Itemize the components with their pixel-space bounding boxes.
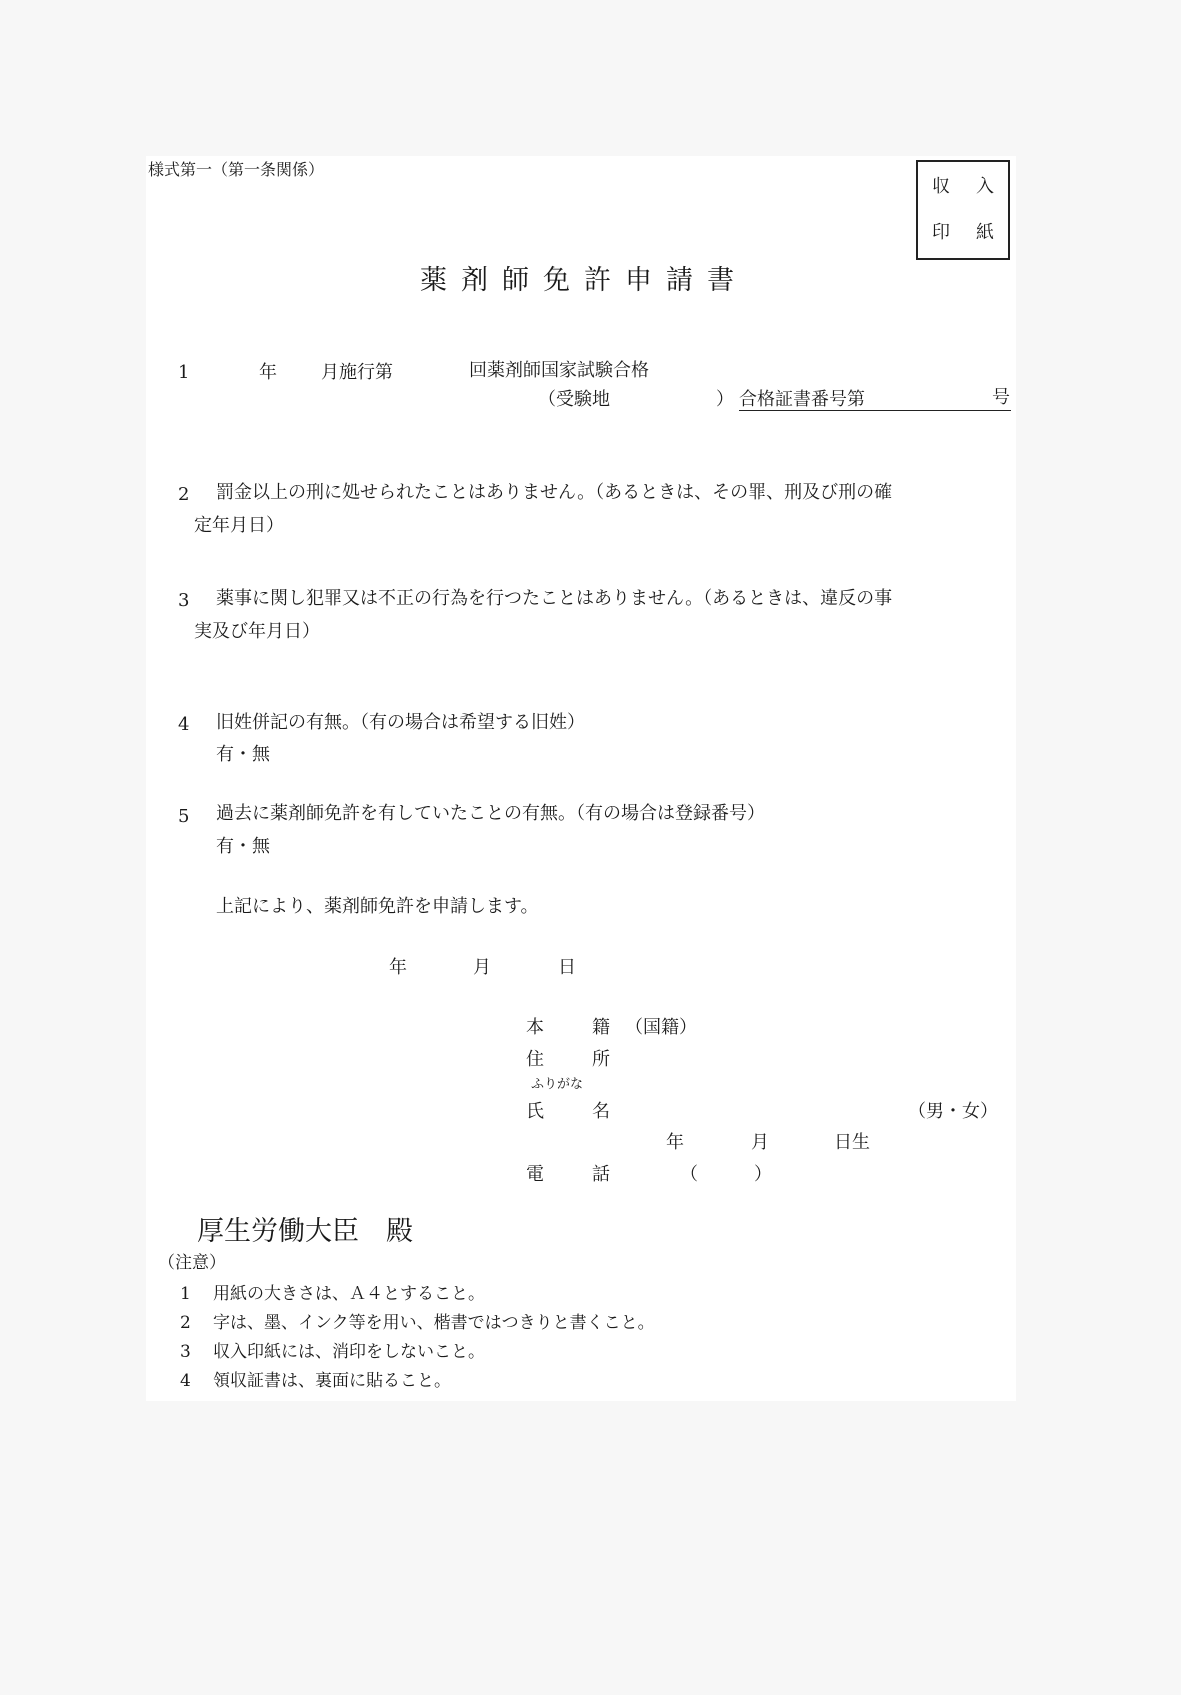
note-text: 領収証書は、裏面に貼ること。: [213, 1371, 451, 1391]
stamp-char: 紙: [976, 222, 994, 243]
name-label: 名: [592, 1101, 610, 1122]
stamp-char: 入: [976, 176, 994, 197]
birth-month: 月: [751, 1132, 769, 1153]
sex-choice: （男・女）: [908, 1101, 998, 1122]
address-label: 住: [526, 1049, 544, 1070]
page-title: 薬剤師免許申請書: [420, 265, 748, 296]
item3-text: 薬事に関し犯罪又は不正の行為を行つたことはありません。（あるときは、違反の事: [216, 588, 893, 609]
item4-text: 旧姓併記の有無。（有の場合は希望する旧姓）: [216, 712, 585, 733]
date-day: 日: [558, 957, 576, 978]
birth-year: 年: [666, 1132, 684, 1153]
item1-close-paren: ）: [716, 389, 734, 410]
phone-close-paren: ）: [754, 1164, 772, 1185]
addressee: 厚生労働大臣 殿: [197, 1216, 413, 1247]
item5-text: 過去に薬剤師免許を有していたことの有無。（有の場合は登録番号）: [216, 803, 765, 824]
item-number: 1: [178, 362, 190, 383]
item-number: 5: [178, 806, 190, 827]
note-number: 4: [180, 1371, 191, 1391]
item-number: 2: [178, 484, 190, 505]
item-number: 3: [178, 590, 190, 611]
item5-choice: 有・無: [216, 836, 270, 857]
birth-day: 日生: [834, 1132, 870, 1153]
note-text: 収入印紙には、消印をしないこと。: [213, 1342, 485, 1362]
item2-text: 罰金以上の刑に処せられたことはありません。（あるときは、その罪、刑及び刑の確: [216, 482, 893, 503]
declaration: 上記により、薬剤師免許を申請します。: [216, 896, 539, 917]
stamp-char: 印: [932, 222, 950, 243]
form-label: 様式第一（第一条関係）: [148, 160, 325, 179]
item3-text-cont: 実及び年月日）: [194, 621, 320, 642]
phone-open-paren: （: [680, 1164, 698, 1185]
item1-cert-no: 合格証書番号第: [739, 389, 865, 410]
note-text: 用紙の大きさは、Ａ４とすること。: [213, 1284, 485, 1304]
item2-text-cont: 定年月日）: [194, 515, 284, 536]
note-text: 字は、墨、インク等を用い、楷書ではつきりと書くこと。: [213, 1313, 655, 1333]
stamp-char: 収: [932, 176, 950, 197]
item-number: 4: [178, 714, 190, 735]
note-number: 2: [180, 1313, 191, 1333]
honseki-label: 籍: [592, 1017, 610, 1038]
date-year: 年: [389, 957, 407, 978]
honseki-label: 本: [526, 1017, 544, 1038]
item1-month-exec: 月施行第: [321, 362, 393, 383]
item1-year: 年: [259, 362, 277, 383]
item1-exam-site: （受験地: [538, 389, 610, 410]
cert-number-underline: [739, 410, 1011, 411]
date-month: 月: [473, 957, 491, 978]
note-number: 3: [180, 1342, 191, 1362]
furigana-label: ふりがな: [531, 1077, 584, 1092]
item1-exam: 回薬剤師国家試験合格: [469, 360, 649, 381]
address-label: 所: [592, 1049, 610, 1070]
item1-go: 号: [992, 387, 1010, 408]
kokuseki-label: （国籍）: [625, 1017, 697, 1038]
phone-label: 話: [592, 1164, 610, 1185]
phone-label: 電: [526, 1164, 544, 1185]
name-label: 氏: [526, 1101, 544, 1122]
form-page: [146, 156, 1016, 1401]
notes-heading: （注意）: [158, 1253, 226, 1273]
note-number: 1: [180, 1284, 191, 1304]
revenue-stamp-box: [916, 160, 1010, 260]
item4-choice: 有・無: [216, 744, 270, 765]
